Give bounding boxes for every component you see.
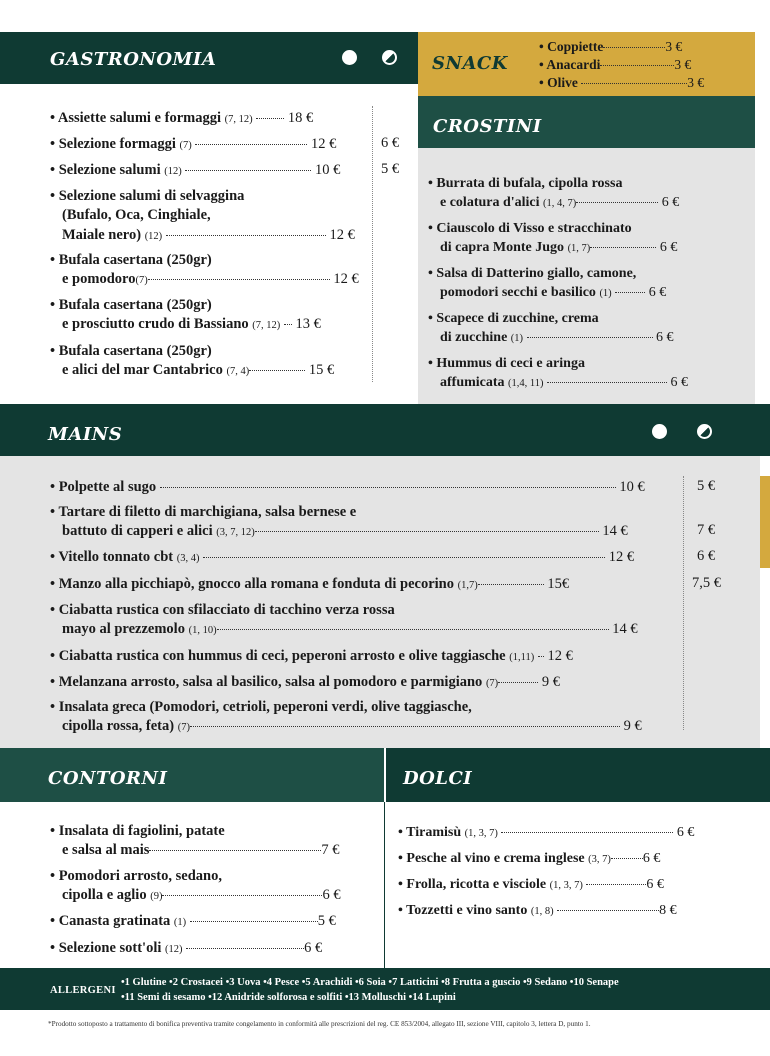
mains-item: • Insalata greca (Pomodori, cetrioli, peperoni verdi, olive taggiasche,: [50, 699, 472, 715]
snack-item: • Anacardi 3 €: [539, 57, 692, 72]
mains-item: • Ciabatta rustica con sfilacciato di tacchino verza rossa: [50, 602, 395, 618]
mains-divider: [683, 476, 684, 730]
mains-item: • Melanzana arrosto, salsa al basilico, salsa al pomodoro e parmigiano (7) 9 €: [50, 674, 560, 690]
contorni-item: • Canasta gratinata (1) 5 €: [50, 913, 336, 929]
crostini-item: • Salsa di Datterino giallo, camone,: [428, 266, 637, 281]
contorni-item: • Selezione sott'oli (12) 6 €: [50, 940, 323, 956]
gastronomia-divider: [372, 106, 373, 382]
full-portion-icon: [342, 50, 357, 65]
crostini-item: • Ciauscolo di Visso e stracchinato: [428, 221, 632, 236]
mains-half-price: 7,5 €: [692, 575, 721, 591]
mains-half-price: 5 €: [697, 478, 716, 494]
side-gold-accent: [760, 476, 770, 568]
gastronomia-item: • Bufala casertana (250gr): [50, 252, 212, 268]
gastronomia-item: • Selezione formaggi (7) 12 €: [50, 136, 337, 152]
dolci-divider: [384, 802, 385, 968]
gastronomia-half-price: 6 €: [381, 135, 400, 151]
snack-title: SNACK: [432, 53, 508, 74]
snack-item: • Olive 3 €: [539, 75, 705, 90]
half-portion-icon: [697, 424, 712, 439]
half-portion-icon: [382, 50, 397, 65]
crostini-item: • Hummus di ceci e aringa: [428, 356, 585, 371]
mains-half-price: 7 €: [697, 522, 716, 538]
mains-half-price: 6 €: [697, 548, 716, 564]
mains-title: MAINS: [48, 424, 123, 445]
dolci-title: DOLCI: [403, 768, 473, 789]
mains-item: • Ciabatta rustica con hummus di ceci, peperoni arrosto e olive taggiasche (1,11) 12 €: [50, 648, 573, 664]
full-portion-icon: [652, 424, 667, 439]
gastronomia-item: • Selezione salumi (12) 10 €: [50, 162, 341, 178]
dolci-item: • Pesche al vino e crema inglese (3, 7) 6 €: [398, 851, 661, 866]
gastronomia-item: • Selezione salumi di selvaggina: [50, 188, 245, 204]
mains-item: • Vitello tonnato cbt (3, 4) 12 €: [50, 549, 635, 565]
crostini-item: • Scapece di zucchine, crema: [428, 311, 599, 326]
mains-item: • Manzo alla picchiapò, gnocco alla romana e fonduta di pecorino (1,7) 15€: [50, 576, 570, 592]
contorni-item: • Insalata di fagiolini, patate: [50, 823, 225, 839]
allergeni-list-line1: •1 Glutine •2 Crostacei •3 Uova •4 Pesce •5 Arachidi •6 Soia •7 Latticini •8 Frutta a guscio •9 Sedano •10 Senape: [121, 977, 619, 988]
dolci-item: • Tiramisù (1, 3, 7) 6 €: [398, 825, 695, 840]
mains-item: • Polpette al sugo 10 €: [50, 479, 645, 495]
gastronomia-half-price: 5 €: [381, 161, 400, 177]
allergeni-label: ALLERGENI: [50, 985, 116, 996]
mains-item: • Tartare di filetto di marchigiana, salsa bernese e: [50, 504, 357, 520]
crostini-item: • Burrata di bufala, cipolla rossa: [428, 176, 623, 191]
contorni-title: CONTORNI: [48, 768, 168, 789]
contorni-item: • Pomodori arrosto, sedano,: [50, 868, 222, 884]
snack-item: • Coppiette 3 €: [539, 39, 683, 54]
crostini-title: CROSTINI: [433, 116, 542, 137]
footnote: *Prodotto sottoposto a trattamento di bonifica preventiva tramite congelamento in conformità alle prescrizioni del reg. CE 853/2004, allegato III, sezione VIII, capitolo 3, lettera D, punto 1.: [48, 1020, 591, 1028]
gastronomia-title: GASTRONOMIA: [50, 49, 217, 70]
dolci-item: • Frolla, ricotta e visciole (1, 3, 7) 6 €: [398, 877, 664, 892]
dolci-item: • Tozzetti e vino santo (1, 8) 8 €: [398, 903, 677, 918]
gastronomia-item: • Assiette salumi e formaggi (7, 12) 18 €: [50, 110, 314, 126]
gastronomia-item: • Bufala casertana (250gr): [50, 297, 212, 313]
gastronomia-item: • Bufala casertana (250gr): [50, 343, 212, 359]
allergeni-list-line2: •11 Semi di sesamo •12 Anidride solforosa e solfiti •13 Molluschi •14 Lupini: [121, 992, 456, 1003]
